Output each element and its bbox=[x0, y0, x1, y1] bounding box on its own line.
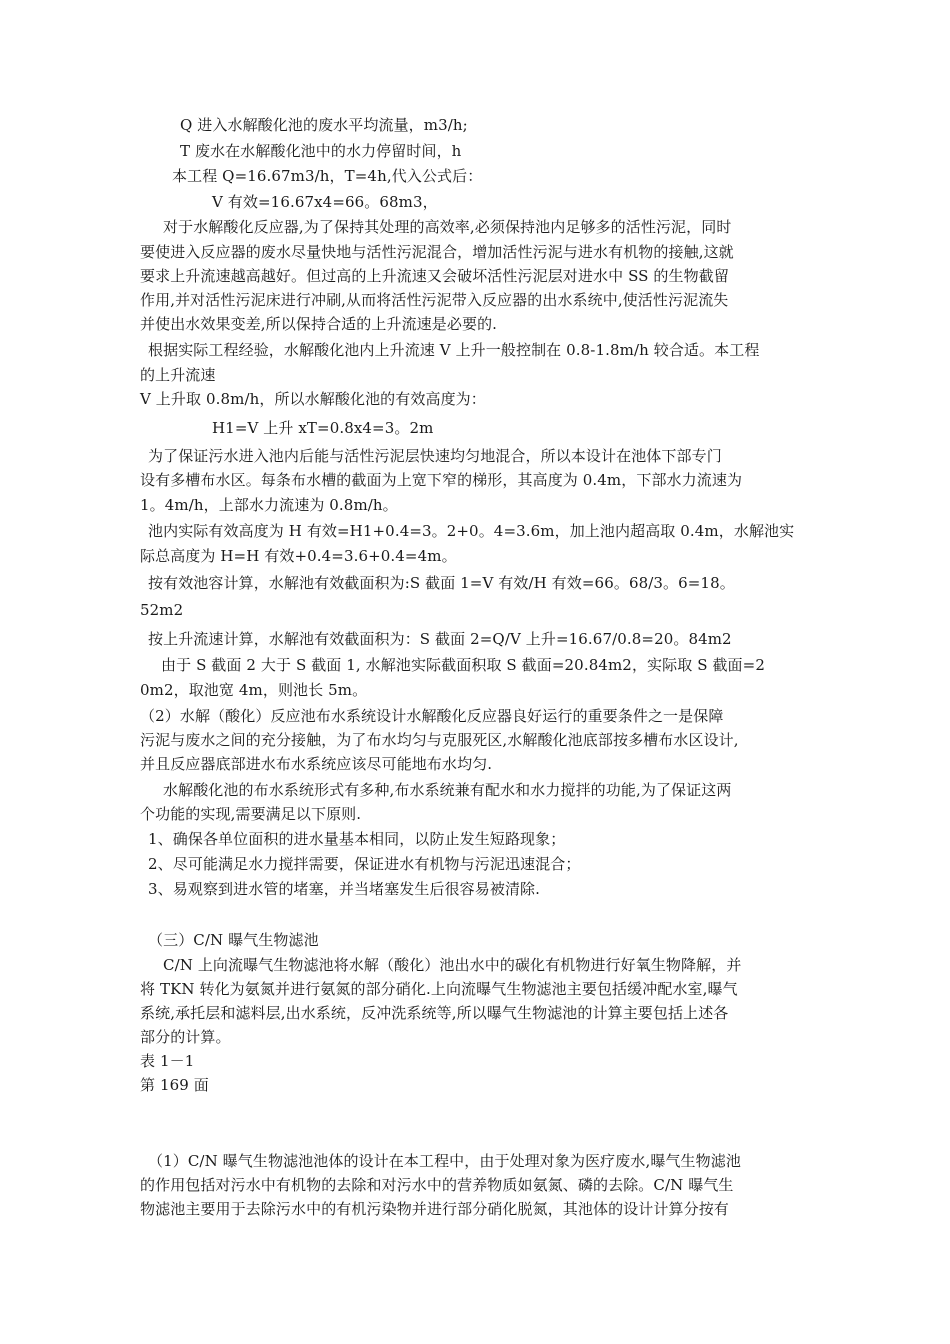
text-line: 将 TKN 转化为氨氮并进行氨氮的部分硝化.上向流曝气生物滤池主要包括缓冲配水室,曝气 bbox=[140, 980, 738, 998]
text-line: 际总高度为 H=H 有效+0.4=3.6+0.4=4m。 bbox=[140, 547, 457, 565]
text-line: 根据实际工程经验，水解酸化池内上升流速 V 上升一般控制在 0.8-1.8m/h 较合适。本工程 bbox=[148, 341, 760, 359]
text-line: 物滤池主要用于去除污水中的有机污染物并进行部分硝化脱氮，其池体的设计计算分按有 bbox=[140, 1200, 729, 1218]
text-line: Q 进入水解酸化池的废水平均流量，m3/h; bbox=[180, 116, 468, 134]
text-line: 对于水解酸化反应器,为了保持其处理的高效率,必须保持池内足够多的活性污泥，同时 bbox=[163, 218, 732, 236]
text-line: 由于 S 截面 2 大于 S 截面 1, 水解池实际截面积取 S 截面=20.84m2，实际取 S 截面=2 bbox=[161, 656, 765, 674]
text-line: 1。4m/h，上部水力流速为 0.8m/h。 bbox=[140, 496, 398, 514]
text-line: 第 169 面 bbox=[140, 1076, 209, 1094]
text-line: （1）C/N 曝气生物滤池池体的设计在本工程中，由于处理对象为医疗废水,曝气生物滤池 bbox=[148, 1152, 741, 1170]
text-line: 52m2 bbox=[140, 601, 184, 619]
text-line: 污泥与废水之间的充分接触，为了布水均匀与克服死区,水解酸化池底部按多槽布水区设计, bbox=[140, 731, 739, 749]
text-line: 系统,承托层和滤料层,出水系统，反冲洗系统等,所以曝气生物滤池的计算主要包括上述各 bbox=[140, 1004, 729, 1022]
text-line: 2、尽可能满足水力搅拌需要，保证进水有机物与污泥迅速混合； bbox=[148, 855, 581, 873]
text-line: 按上升流速计算，水解池有效截面积为：S 截面 2=Q/V 上升=16.67/0.8=20。84m2 bbox=[148, 630, 732, 648]
text-line: V 有效=16.67x4=66。68m3， bbox=[212, 193, 438, 211]
text-line: 要使进入反应器的废水尽量快地与活性污泥混合，增加活性污泥与进水有机物的接触,这就 bbox=[140, 243, 734, 261]
text-line: 池内实际有效高度为 H 有效=H1+0.4=3。2+0。4=3.6m，加上池内超高取 0.4m，水解池实 bbox=[148, 522, 795, 540]
text-line: 1、确保各单位面积的进水量基本相同，以防止发生短路现象； bbox=[148, 830, 566, 848]
text-line: T 废水在水解酸化池中的水力停留时间，h bbox=[180, 142, 462, 160]
text-line: （三）C/N 曝气生物滤池 bbox=[148, 931, 319, 949]
text-line: 本工程 Q=16.67m3/h，T=4h,代入公式后： bbox=[172, 167, 483, 185]
text-line: 要求上升流速越高越好。但过高的上升流速又会破坏活性污泥层对进水中 SS 的生物截留 bbox=[140, 267, 729, 285]
text-line: V 上升取 0.8m/h，所以水解酸化池的有效高度为： bbox=[140, 390, 486, 408]
text-line: 设有多槽布水区。每条布水槽的截面为上宽下窄的梯形，其高度为 0.4m，下部水力流速为 bbox=[140, 471, 743, 489]
text-line: 水解酸化池的布水系统形式有多种,布水系统兼有配水和水力搅拌的功能,为了保证这两 bbox=[163, 781, 732, 799]
text-line: 3、易观察到进水管的堵塞，并当堵塞发生后很容易被清除. bbox=[148, 880, 541, 898]
text-line: 为了保证污水进入池内后能与活性污泥层快速均匀地混合，所以本设计在池体下部专门 bbox=[148, 447, 722, 465]
text-line: 的上升流速 bbox=[140, 366, 216, 384]
text-line: 并且反应器底部进水布水系统应该尽可能地布水均匀. bbox=[140, 755, 493, 773]
text-line: C/N 上向流曝气生物滤池将水解（酸化）池出水中的碳化有机物进行好氧生物降解，并 bbox=[163, 956, 742, 974]
text-line: 并使出水效果变差,所以保持合适的上升流速是必要的. bbox=[140, 315, 498, 333]
text-line: 作用,并对活性污泥床进行冲刷,从而将活性污泥带入反应器的出水系统中,使活性污泥流失 bbox=[140, 291, 729, 309]
text-line: 部分的计算。 bbox=[140, 1028, 231, 1046]
text-line: 按有效池容计算，水解池有效截面积为:S 截面 1=V 有效/H 有效=66。68/3。6=18。 bbox=[148, 574, 735, 592]
text-line: 表 1－1 bbox=[140, 1052, 195, 1070]
text-line: H1=V 上升 xT=0.8x4=3。2m bbox=[212, 419, 434, 437]
text-line: （2）水解（酸化）反应池布水系统设计水解酸化反应器良好运行的重要条件之一是保障 bbox=[140, 707, 724, 725]
text-line: 0m2，取池宽 4m，则池长 5m。 bbox=[140, 681, 368, 699]
text-line: 的作用包括对污水中有机物的去除和对污水中的营养物质如氨氮、磷的去除。C/N 曝气生 bbox=[140, 1176, 734, 1194]
text-line: 个功能的实现,需要满足以下原则. bbox=[140, 805, 362, 823]
